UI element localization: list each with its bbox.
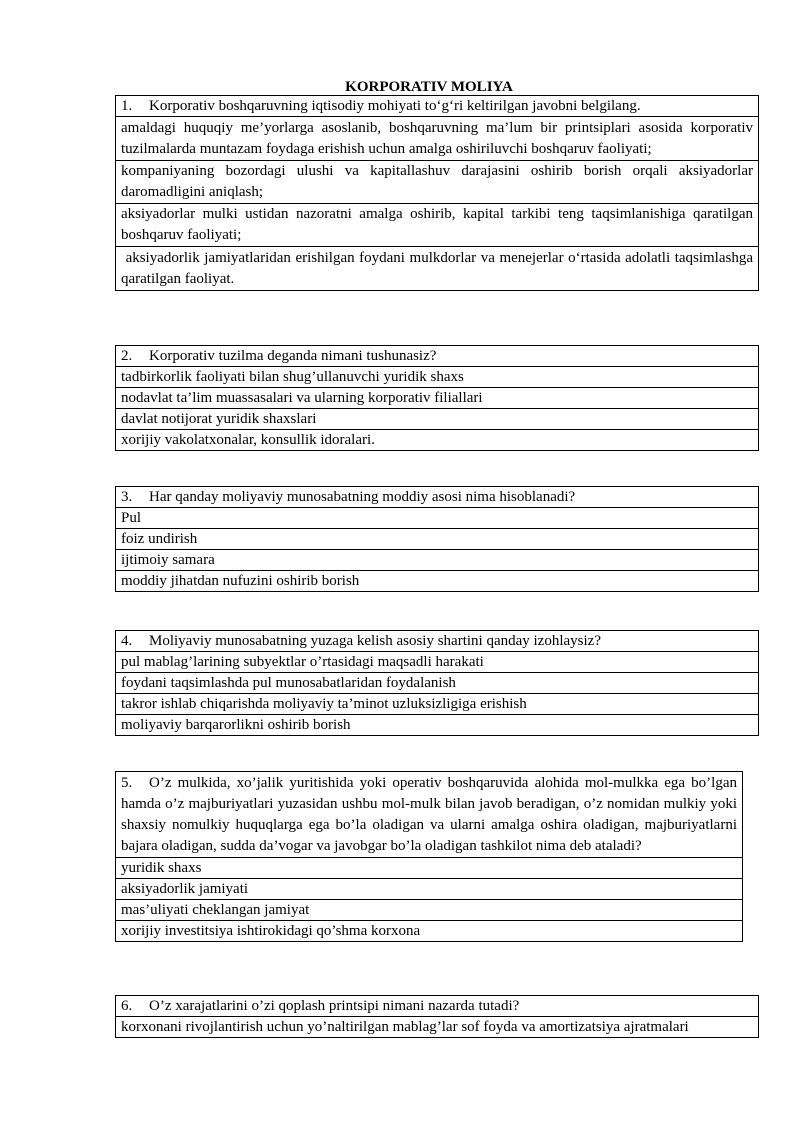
answer-row bbox=[116, 388, 759, 409]
question-text: Korporativ tuzilma deganda nimani tushunasiz? bbox=[149, 348, 437, 364]
question-row bbox=[116, 96, 759, 117]
answer-option: yuridik shaxs bbox=[116, 858, 743, 879]
answer-option: davlat notijorat yuridik shaxslari bbox=[116, 409, 759, 430]
answer-option: tadbirkorlik faoliyati bilan shug’ullanuvchi yuridik shaxs bbox=[116, 367, 759, 388]
answer-row bbox=[116, 571, 759, 592]
answer-row bbox=[116, 550, 759, 571]
answer-row bbox=[116, 1017, 759, 1038]
question-cell bbox=[116, 631, 759, 652]
question-text: Korporativ boshqaruvning iqtisodiy mohiyati to‘g‘ri keltirilgan javobni belgilang. bbox=[149, 98, 641, 114]
question-row bbox=[116, 631, 759, 652]
answer-row bbox=[116, 409, 759, 430]
answer-row bbox=[116, 694, 759, 715]
answer-option: foydani taqsimlashda pul munosabatlaridan foydalanish bbox=[116, 673, 759, 694]
question-text: Har qanday moliyaviy munosabatning moddiy asosi nima hisoblanadi? bbox=[149, 489, 576, 505]
question-number: 4. bbox=[121, 633, 133, 649]
question-number: 3. bbox=[121, 489, 133, 505]
answer-row bbox=[116, 247, 759, 291]
question-cell bbox=[116, 346, 759, 367]
question-row bbox=[116, 772, 743, 858]
answer-option: amaldagi huquqiy me’yorlarga asoslanib, boshqaruvning ma’lum bir printsiplari asosida korporativ tuzilmalarda muntazam foydaga erishish uchun amalga oshiriluvchi boshqaruv faoliyati; bbox=[116, 117, 759, 161]
answer-option: korxonani rivojlantirish uchun yo’naltirilgan mablag’lar sof foyda va amortizatsiya ajratmalari bbox=[116, 1017, 759, 1038]
question-table-6 bbox=[115, 995, 759, 1038]
answer-row bbox=[116, 879, 743, 900]
question-cell bbox=[116, 96, 759, 117]
answer-option: moddiy jihatdan nufuzini oshirib borish bbox=[116, 571, 759, 592]
answer-option: mas’uliyati cheklangan jamiyat bbox=[116, 900, 743, 921]
answer-row bbox=[116, 715, 759, 736]
answer-row bbox=[116, 430, 759, 451]
answer-row bbox=[116, 204, 759, 247]
answer-option: kompaniyaning bozordagi ulushi va kapitallashuv darajasini oshirib borish orqali aksiyadorlar daromadligini aniqlash; bbox=[116, 161, 759, 204]
answer-option: xorijiy investitsiya ishtirokidagi qo’shma korxona bbox=[116, 921, 743, 942]
question-table-4 bbox=[115, 630, 759, 736]
question-row bbox=[116, 996, 759, 1017]
question-table-2 bbox=[115, 345, 759, 451]
answer-row bbox=[116, 858, 743, 879]
answer-row bbox=[116, 161, 759, 204]
answer-option: foiz undirish bbox=[116, 529, 759, 550]
answer-row bbox=[116, 652, 759, 673]
answer-option: aksiyadorlar mulki ustidan nazoratni amalga oshirib, kapital tarkibi teng taqsimlanishiga qaratilgan boshqaruv faoliyati; bbox=[116, 204, 759, 247]
answer-option: Pul bbox=[116, 508, 759, 529]
answer-row bbox=[116, 900, 743, 921]
answer-row bbox=[116, 508, 759, 529]
question-number: 5. bbox=[121, 775, 133, 791]
question-cell bbox=[116, 772, 743, 858]
answer-row bbox=[116, 367, 759, 388]
answer-option: ijtimoiy samara bbox=[116, 550, 759, 571]
answer-row bbox=[116, 673, 759, 694]
answer-option: pul mablag’larining subyektlar o’rtasidagi maqsadli harakati bbox=[116, 652, 759, 673]
answer-option: nodavlat ta’lim muassasalari va ularning korporativ filiallari bbox=[116, 388, 759, 409]
answer-row bbox=[116, 921, 743, 942]
answer-row bbox=[116, 529, 759, 550]
question-text: O’z xarajatlarini o’zi qoplash printsipi nimani nazarda tutadi? bbox=[149, 998, 520, 1014]
question-cell bbox=[116, 996, 759, 1017]
answer-option: aksiyadorlik jamiyati bbox=[116, 879, 743, 900]
document-title: KORPORATIV MOLIYA bbox=[345, 79, 513, 95]
question-text: O’z mulkida, xo’jalik yuritishida yoki operativ boshqaruvida alohida mol-mulkka ega bo’lgan hamda o’z majburiyatlari yuzasidan ushbu mol-mulk bilan javob beradigan, o’z nomidan mulkiy yoki shaxsiy nomulkiy huquqlarga ega bo’la oladigan va ularni amalga oshira oladigan, majburiyatlarni bajara oladigan, sudda da’vogar va javobgar bo’la oladigan tashkilot nima deb ataladi? bbox=[121, 775, 737, 854]
answer-option: takror ishlab chiqarishda moliyaviy ta’minot uzluksizligiga erishish bbox=[116, 694, 759, 715]
question-table-3 bbox=[115, 486, 759, 592]
answer-option: aksiyadorlik jamiyatlaridan erishilgan foydani mulkdorlar va menejerlar o‘rtasida adolatli taqsimlashga qaratilgan faoliyat. bbox=[116, 247, 759, 291]
question-text: Moliyaviy munosabatning yuzaga kelish asosiy shartini qanday izohlaysiz? bbox=[149, 633, 601, 649]
question-table-1 bbox=[115, 95, 759, 291]
answer-row bbox=[116, 117, 759, 161]
question-row bbox=[116, 487, 759, 508]
question-row bbox=[116, 346, 759, 367]
answer-option: moliyaviy barqarorlikni oshirib borish bbox=[116, 715, 759, 736]
question-number: 6. bbox=[121, 998, 133, 1014]
answer-option: xorijiy vakolatxonalar, konsullik idoralari. bbox=[116, 430, 759, 451]
question-cell bbox=[116, 487, 759, 508]
question-number: 1. bbox=[121, 98, 133, 114]
question-table-5 bbox=[115, 771, 743, 942]
question-number: 2. bbox=[121, 348, 133, 364]
